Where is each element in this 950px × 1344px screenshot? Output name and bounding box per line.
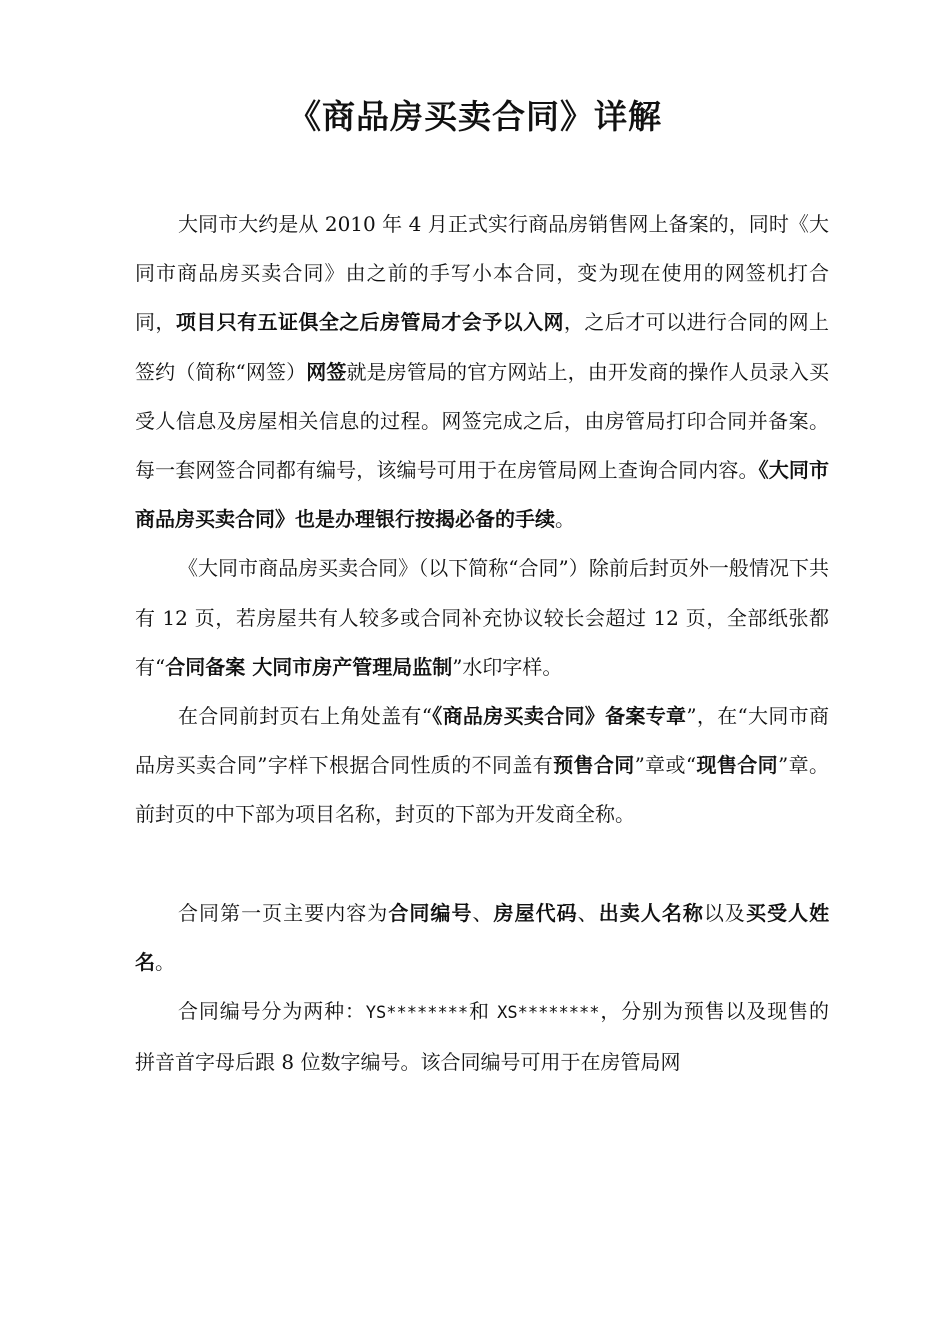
- paragraph-text: 。: [555, 507, 575, 532]
- paragraph-text: XS********: [497, 1003, 600, 1024]
- paragraph-text: 和: [468, 999, 498, 1024]
- emphasized-text: 买受人姓名: [135, 900, 830, 974]
- emphasized-text: 《大同市商品房买卖合同》也是办理银行按揭必备的手续: [135, 458, 830, 532]
- emphasized-text: 《商品房买卖合同》备案专章: [431, 704, 687, 729]
- paragraph-text: ，分别为预售以及现售的拼音首字母后跟 8 位数字编号。该合同编号可用于在房管局网: [135, 999, 830, 1075]
- emphasized-text: 预售合同: [553, 753, 635, 778]
- paragraph-text: ”水印字样。: [452, 654, 563, 679]
- paragraph-text: ，之后才可以进行合同的网上签约（简称“网签）: [135, 310, 830, 384]
- paragraph-text: 在合同前封页右上角处盖有“: [178, 704, 432, 729]
- paragraph-text: 以及: [703, 900, 746, 925]
- paragraph-text: 合同第一页主要内容为: [178, 900, 389, 925]
- paragraph-text: 、: [577, 900, 599, 925]
- paragraph-text: 就是房管局的官方网站上，由开发商的操作人员录入买受人信息及房屋相关信息的过程。网签完成之后，由房管局打印合同并备案。每一套网签合同都有编号，该编号可用于在房管局网上查询合同内容。: [135, 359, 830, 483]
- document-body: [135, 200, 829, 1087]
- paragraph-text: 《大同市商品房买卖合同》（以下简称“合同”）除前后封页外一般情况下共有 12 页，若房屋共有人较多或合同补充协议较长会超过 12 页，全部纸张都有“: [135, 556, 829, 679]
- paragraph-text: ”章。前封页的中下部为项目名称，封页的下部为开发商全称。: [135, 753, 830, 827]
- paragraph-text: YS********: [365, 1003, 469, 1024]
- emphasized-text: 合同备案 大同市房产管理局监制: [165, 654, 453, 679]
- emphasized-text: 房屋代码: [493, 900, 578, 925]
- body-paragraph: [135, 692, 829, 840]
- document-title: 《商品房买卖合同》详解: [288, 97, 662, 136]
- paragraph-text: ”章或“: [634, 753, 697, 778]
- emphasized-text: 项目只有五证俱全之后房管局才会予以入网: [175, 310, 564, 335]
- emphasized-text: 合同编号: [388, 900, 473, 925]
- paragraph-text: 。: [155, 949, 175, 974]
- body-paragraph: [135, 889, 829, 987]
- paragraph-text: 大同市大约是从 2010 年 4 月正式实行商品房销售网上备案的，同时《大同市商品房买卖合同》由之前的手写小本合同，变为现在使用的网签机打合同，: [135, 212, 829, 335]
- body-paragraph: [135, 544, 829, 692]
- emphasized-text: 现售合同: [696, 753, 779, 778]
- paragraph-text: 、: [472, 900, 494, 925]
- paragraph-text: 合同编号分为两种：: [178, 999, 366, 1024]
- paragraph-text: ”，在“大同市商品房买卖合同”字样下根据合同性质的不同盖有: [135, 704, 829, 778]
- emphasized-text: 网签: [306, 359, 347, 384]
- emphasized-text: 出卖人名称: [598, 900, 704, 925]
- body-paragraph: [135, 200, 829, 544]
- paragraph-spacer: [135, 840, 829, 889]
- body-paragraph: [135, 987, 829, 1087]
